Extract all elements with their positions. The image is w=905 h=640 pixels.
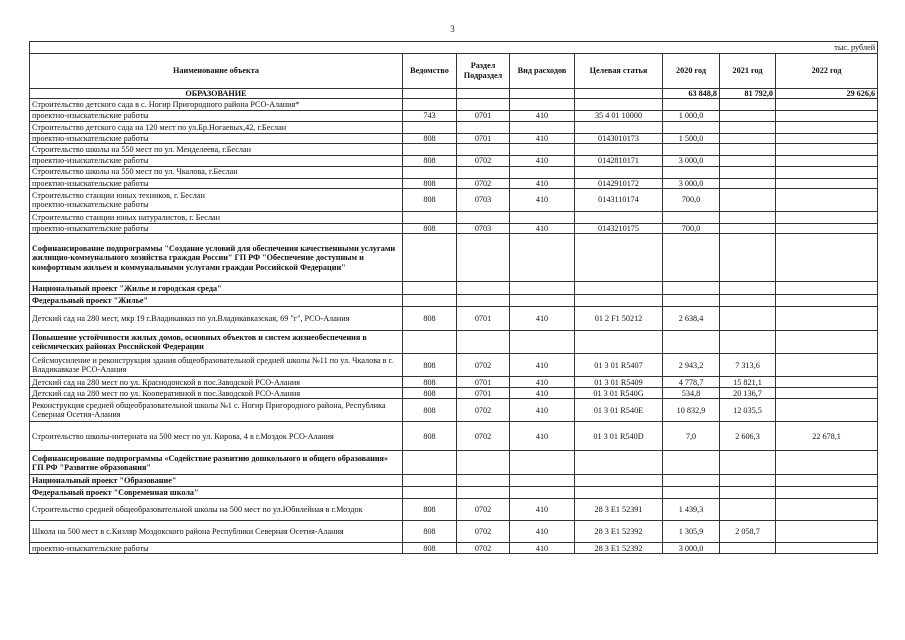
cell-year-2021: 2 058,7 <box>720 521 776 543</box>
cell-expense-type <box>510 212 575 224</box>
table-row <box>30 451 878 475</box>
cell-year-2020: 1 305,9 <box>663 521 720 543</box>
cell-year-2020: 3 000,0 <box>663 543 720 554</box>
cell-year-2021 <box>720 282 776 295</box>
cell-year-2022 <box>776 499 878 521</box>
table-row <box>30 156 878 166</box>
cell-expense-type: 410 <box>510 354 575 377</box>
cell-object-name: Строительство школы на 550 мест по ул. Менделеева, г.Беслан <box>30 144 403 156</box>
cell-year-2022 <box>776 144 878 156</box>
cell-year-2022 <box>776 377 878 388</box>
cell-department <box>403 166 457 178</box>
cell-year-2021 <box>720 224 776 234</box>
cell-section: 0702 <box>457 543 510 554</box>
cell-department: 808 <box>403 354 457 377</box>
cell-section: 0702 <box>457 499 510 521</box>
cell-section: 0701 <box>457 133 510 143</box>
cell-year-2022 <box>776 475 878 487</box>
cell-object-name: Строительство детского сада в с. Ногир Пригородного района РСО-Алания* <box>30 99 403 111</box>
cell-year-2021 <box>720 487 776 499</box>
cell-object-name: проектно-изыскательские работы <box>30 133 403 143</box>
cell-year-2021 <box>720 234 776 282</box>
budget-table <box>29 41 878 554</box>
cell-target-article <box>575 475 663 487</box>
cell-section: 0702 <box>457 399 510 422</box>
cell-department: 808 <box>403 521 457 543</box>
cell-object-name: Национальный проект "Жилье и городская среда" <box>30 282 403 295</box>
cell-object-name: Школа на 500 мест в с.Кизляр Моздокского района Республики Северная Осетия-Алания <box>30 521 403 543</box>
cell-object-name: Строительство школы на 550 мест по ул. Чкалова, г.Беслан <box>30 166 403 178</box>
cell-year-2020 <box>663 212 720 224</box>
cell-expense-type: 410 <box>510 111 575 121</box>
cell-object-name: Национальный проект "Образование" <box>30 475 403 487</box>
cell-target-article: 01 2 F1 50212 <box>575 307 663 331</box>
cell-section <box>457 475 510 487</box>
header-section: Раздел Подраздел <box>457 54 510 89</box>
cell-year-2020: 10 832,9 <box>663 399 720 422</box>
cell-year-2021 <box>720 121 776 133</box>
cell-expense-type: 410 <box>510 388 575 399</box>
header-expense-type: Вид расходов <box>510 54 575 89</box>
cell-year-2020: 3 000,0 <box>663 156 720 166</box>
cell-year-2022 <box>776 295 878 307</box>
cell-object-name: проектно-изыскательские работы <box>30 543 403 554</box>
cell-department <box>403 121 457 133</box>
cell-target-article: 28 3 E1 52392 <box>575 543 663 554</box>
cell-year-2020: 2 943,2 <box>663 354 720 377</box>
cell-expense-type: 410 <box>510 133 575 143</box>
cell-year-2020: 3 000,0 <box>663 178 720 188</box>
header-year-2021: 2021 год <box>720 54 776 89</box>
cell-department: 808 <box>403 307 457 331</box>
cell-object-name: Софинансирование подпрограммы "Создание условий для обеспечения качественными услугами жилищно-коммунального хозяйства граждан России" ГП РФ "Обеспечение доступным и комфортным жильем и коммунальными услугами граждан Российской Федерации" <box>30 234 403 282</box>
table-row <box>30 499 878 521</box>
cell-target-article <box>575 166 663 178</box>
table-row <box>30 521 878 543</box>
cell-section: 0702 <box>457 156 510 166</box>
cell-object-name: Строительство средней общеобразовательной школы на 500 мест по ул.Юбилейная в г.Моздок <box>30 499 403 521</box>
cell-year-2022 <box>776 234 878 282</box>
cell-year-2021 <box>720 499 776 521</box>
cell-section: 0702 <box>457 354 510 377</box>
cell-object-name: проектно-изыскательские работы <box>30 178 403 188</box>
cell-expense-type <box>510 89 575 99</box>
cell-target-article <box>575 144 663 156</box>
units-row <box>30 42 878 54</box>
table-row <box>30 99 878 111</box>
cell-object-name: Строительство детского сада на 120 мест по ул.Бр.Ногаевых,42, г.Беслан <box>30 121 403 133</box>
cell-target-article: 0142910172 <box>575 178 663 188</box>
cell-expense-type: 410 <box>510 189 575 212</box>
cell-section <box>457 234 510 282</box>
table-row <box>30 133 878 143</box>
cell-year-2020 <box>663 475 720 487</box>
cell-expense-type <box>510 234 575 282</box>
cell-year-2021 <box>720 189 776 212</box>
cell-year-2020 <box>663 121 720 133</box>
cell-object-name: Детский сад на 280 мест по ул. Краснодонской в пос.Заводской РСО-Алания <box>30 377 403 388</box>
cell-year-2022 <box>776 451 878 475</box>
table-row <box>30 377 878 388</box>
cell-object-name: Федеральный проект "Современная школа" <box>30 487 403 499</box>
cell-year-2021 <box>720 99 776 111</box>
cell-year-2020 <box>663 144 720 156</box>
cell-target-article: 01 3 01 R5407 <box>575 354 663 377</box>
cell-expense-type <box>510 121 575 133</box>
cell-expense-type <box>510 331 575 354</box>
cell-object-name: Софинансирование подпрограммы «Содействие развитию дошкольного и общего образования» ГП РФ "Развитие образования" <box>30 451 403 475</box>
cell-year-2021: 12 035,5 <box>720 399 776 422</box>
cell-expense-type <box>510 144 575 156</box>
cell-object-name: Детский сад на 280 мест по ул. Кооперативной в пос.Заводской РСО-Алания <box>30 388 403 399</box>
table-row <box>30 178 878 188</box>
cell-expense-type <box>510 99 575 111</box>
cell-target-article: 0142810171 <box>575 156 663 166</box>
cell-department <box>403 89 457 99</box>
cell-target-article: 0143010173 <box>575 133 663 143</box>
cell-section <box>457 212 510 224</box>
units-label: тыс. рублей <box>30 42 878 54</box>
cell-year-2021 <box>720 212 776 224</box>
table-row <box>30 282 878 295</box>
cell-year-2020: 7,0 <box>663 422 720 451</box>
cell-section: 0703 <box>457 189 510 212</box>
cell-section <box>457 487 510 499</box>
cell-department: 808 <box>403 133 457 143</box>
cell-year-2020 <box>663 99 720 111</box>
table-row <box>30 543 878 554</box>
table-row <box>30 224 878 234</box>
cell-target-article: 01 3 01 R540D <box>575 422 663 451</box>
table-row <box>30 166 878 178</box>
cell-department: 808 <box>403 422 457 451</box>
cell-section: 0701 <box>457 111 510 121</box>
cell-year-2020: 700,0 <box>663 224 720 234</box>
cell-year-2022 <box>776 166 878 178</box>
cell-object-name: Строительство станции юных техников, г. Беслан проектно-изыскательские работы <box>30 189 403 212</box>
cell-department: 808 <box>403 224 457 234</box>
table-row <box>30 331 878 354</box>
cell-section <box>457 144 510 156</box>
cell-year-2022 <box>776 543 878 554</box>
table-row <box>30 144 878 156</box>
cell-target-article <box>575 331 663 354</box>
cell-section: 0701 <box>457 307 510 331</box>
cell-object-name: Строительство станции юных натуралистов, г. Беслан <box>30 212 403 224</box>
cell-section <box>457 282 510 295</box>
table-row <box>30 295 878 307</box>
cell-expense-type: 410 <box>510 224 575 234</box>
cell-year-2022 <box>776 282 878 295</box>
cell-department <box>403 282 457 295</box>
cell-department <box>403 99 457 111</box>
cell-expense-type: 410 <box>510 521 575 543</box>
cell-expense-type <box>510 166 575 178</box>
cell-object-name: Федеральный проект "Жилье" <box>30 295 403 307</box>
cell-department <box>403 487 457 499</box>
table-row <box>30 307 878 331</box>
cell-object-name: ОБРАЗОВАНИЕ <box>30 89 403 99</box>
cell-expense-type: 410 <box>510 178 575 188</box>
cell-year-2021 <box>720 451 776 475</box>
cell-year-2021: 20 136,7 <box>720 388 776 399</box>
cell-section <box>457 166 510 178</box>
cell-object-name: Сейсмоусиление и реконструкция здания общеобразовательной средней школы №11 по ул. Чкалова в г. Владикавказе РСО-Алания <box>30 354 403 377</box>
cell-year-2020: 1 439,3 <box>663 499 720 521</box>
cell-year-2020: 1 000,0 <box>663 111 720 121</box>
table-row <box>30 189 878 212</box>
table-row <box>30 354 878 377</box>
table-row <box>30 487 878 499</box>
table-row <box>30 399 878 422</box>
cell-expense-type <box>510 487 575 499</box>
cell-year-2020: 700,0 <box>663 189 720 212</box>
cell-year-2021 <box>720 178 776 188</box>
cell-department <box>403 295 457 307</box>
cell-year-2020 <box>663 282 720 295</box>
cell-section <box>457 295 510 307</box>
cell-object-name: проектно-изыскательские работы <box>30 111 403 121</box>
cell-target-article: 28 3 E1 52392 <box>575 521 663 543</box>
cell-year-2022 <box>776 189 878 212</box>
cell-section <box>457 89 510 99</box>
cell-year-2022 <box>776 156 878 166</box>
cell-target-article: 01 3 01 R5409 <box>575 377 663 388</box>
cell-year-2020: 534,8 <box>663 388 720 399</box>
header-row <box>30 54 878 89</box>
cell-year-2022 <box>776 388 878 399</box>
cell-expense-type: 410 <box>510 399 575 422</box>
cell-year-2022 <box>776 521 878 543</box>
cell-department <box>403 475 457 487</box>
cell-year-2022 <box>776 121 878 133</box>
cell-expense-type <box>510 475 575 487</box>
cell-target-article: 0143110174 <box>575 189 663 212</box>
cell-target-article <box>575 295 663 307</box>
table-row <box>30 111 878 121</box>
cell-object-name: Строительство школы-интерната на 500 мест по ул. Кирова, 4 в г.Моздок РСО-Алания <box>30 422 403 451</box>
cell-year-2020: 1 500,0 <box>663 133 720 143</box>
table-row <box>30 422 878 451</box>
cell-year-2022 <box>776 178 878 188</box>
cell-year-2022 <box>776 224 878 234</box>
cell-year-2021 <box>720 543 776 554</box>
cell-object-name: проектно-изыскательские работы <box>30 156 403 166</box>
cell-department: 808 <box>403 189 457 212</box>
cell-section: 0703 <box>457 224 510 234</box>
cell-expense-type: 410 <box>510 377 575 388</box>
cell-object-name: Реконструкция средней общеобразовательной школы №1 с. Ногир Пригородного района, Республика Северная Осетия-Алания <box>30 399 403 422</box>
header-target-article: Целевая статья <box>575 54 663 89</box>
cell-section: 0702 <box>457 178 510 188</box>
cell-target-article <box>575 212 663 224</box>
cell-department: 808 <box>403 178 457 188</box>
cell-expense-type: 410 <box>510 499 575 521</box>
cell-year-2020: 63 848,8 <box>663 89 720 99</box>
cell-section: 0701 <box>457 388 510 399</box>
cell-target-article: 28 3 E1 52391 <box>575 499 663 521</box>
cell-target-article <box>575 121 663 133</box>
cell-year-2022 <box>776 111 878 121</box>
header-year-2022: 2022 год <box>776 54 878 89</box>
cell-section <box>457 451 510 475</box>
cell-year-2021 <box>720 111 776 121</box>
cell-year-2020 <box>663 295 720 307</box>
cell-department: 743 <box>403 111 457 121</box>
cell-target-article <box>575 89 663 99</box>
cell-department <box>403 212 457 224</box>
cell-target-article <box>575 282 663 295</box>
cell-expense-type: 410 <box>510 307 575 331</box>
cell-year-2020 <box>663 234 720 282</box>
cell-expense-type: 410 <box>510 156 575 166</box>
cell-object-name: Повышение устойчивости жилых домов, основных объектов и систем жизнеобеспечения в сейсмических районах Российской Федерации <box>30 331 403 354</box>
cell-year-2021 <box>720 331 776 354</box>
cell-department <box>403 234 457 282</box>
table-row <box>30 212 878 224</box>
cell-object-name: проектно-изыскательские работы <box>30 224 403 234</box>
cell-target-article: 01 3 01 R540G <box>575 388 663 399</box>
cell-year-2022 <box>776 354 878 377</box>
cell-department: 808 <box>403 399 457 422</box>
cell-expense-type <box>510 295 575 307</box>
header-object-name: Наименование объекта <box>30 54 403 89</box>
cell-year-2021 <box>720 295 776 307</box>
cell-target-article: 0143210175 <box>575 224 663 234</box>
cell-year-2022 <box>776 399 878 422</box>
cell-year-2021: 7 313,6 <box>720 354 776 377</box>
table-body <box>30 89 878 554</box>
cell-department: 808 <box>403 156 457 166</box>
header-year-2020: 2020 год <box>663 54 720 89</box>
cell-year-2022 <box>776 99 878 111</box>
table-row <box>30 388 878 399</box>
cell-year-2021 <box>720 133 776 143</box>
cell-target-article: 35 4 01 10000 <box>575 111 663 121</box>
cell-year-2020 <box>663 331 720 354</box>
cell-year-2022: 22 678,1 <box>776 422 878 451</box>
cell-section <box>457 121 510 133</box>
cell-section: 0702 <box>457 422 510 451</box>
cell-target-article <box>575 234 663 282</box>
cell-year-2021: 15 821,1 <box>720 377 776 388</box>
cell-year-2022 <box>776 331 878 354</box>
cell-year-2021 <box>720 144 776 156</box>
cell-target-article <box>575 99 663 111</box>
cell-year-2022 <box>776 487 878 499</box>
cell-section <box>457 331 510 354</box>
cell-section <box>457 99 510 111</box>
header-department: Ведомство <box>403 54 457 89</box>
cell-year-2021 <box>720 475 776 487</box>
cell-department <box>403 144 457 156</box>
table-row <box>30 234 878 282</box>
cell-year-2020 <box>663 166 720 178</box>
cell-target-article <box>575 487 663 499</box>
cell-year-2020: 2 638,4 <box>663 307 720 331</box>
cell-year-2020 <box>663 451 720 475</box>
table-row <box>30 89 878 99</box>
table-row <box>30 475 878 487</box>
cell-target-article: 01 3 01 R540E <box>575 399 663 422</box>
cell-year-2021: 81 792,0 <box>720 89 776 99</box>
cell-year-2020 <box>663 487 720 499</box>
cell-department: 808 <box>403 388 457 399</box>
cell-department: 808 <box>403 499 457 521</box>
cell-year-2022 <box>776 212 878 224</box>
cell-expense-type <box>510 451 575 475</box>
table-row <box>30 121 878 133</box>
cell-year-2021: 2 606,3 <box>720 422 776 451</box>
cell-section: 0702 <box>457 521 510 543</box>
cell-expense-type <box>510 282 575 295</box>
cell-year-2020: 4 778,7 <box>663 377 720 388</box>
cell-section: 0701 <box>457 377 510 388</box>
cell-year-2022: 29 626,6 <box>776 89 878 99</box>
cell-target-article <box>575 451 663 475</box>
page-number: 3 <box>450 24 455 34</box>
cell-department <box>403 451 457 475</box>
cell-year-2022 <box>776 307 878 331</box>
cell-department: 808 <box>403 543 457 554</box>
cell-department <box>403 331 457 354</box>
cell-object-name: Детский сад на 280 мест, мкр 19 г.Владикавказ по ул.Владикавказская, 69 "г", РСО-Алания <box>30 307 403 331</box>
cell-expense-type: 410 <box>510 422 575 451</box>
cell-department: 808 <box>403 377 457 388</box>
cell-year-2022 <box>776 133 878 143</box>
cell-year-2021 <box>720 166 776 178</box>
cell-year-2021 <box>720 156 776 166</box>
cell-year-2021 <box>720 307 776 331</box>
cell-expense-type: 410 <box>510 543 575 554</box>
